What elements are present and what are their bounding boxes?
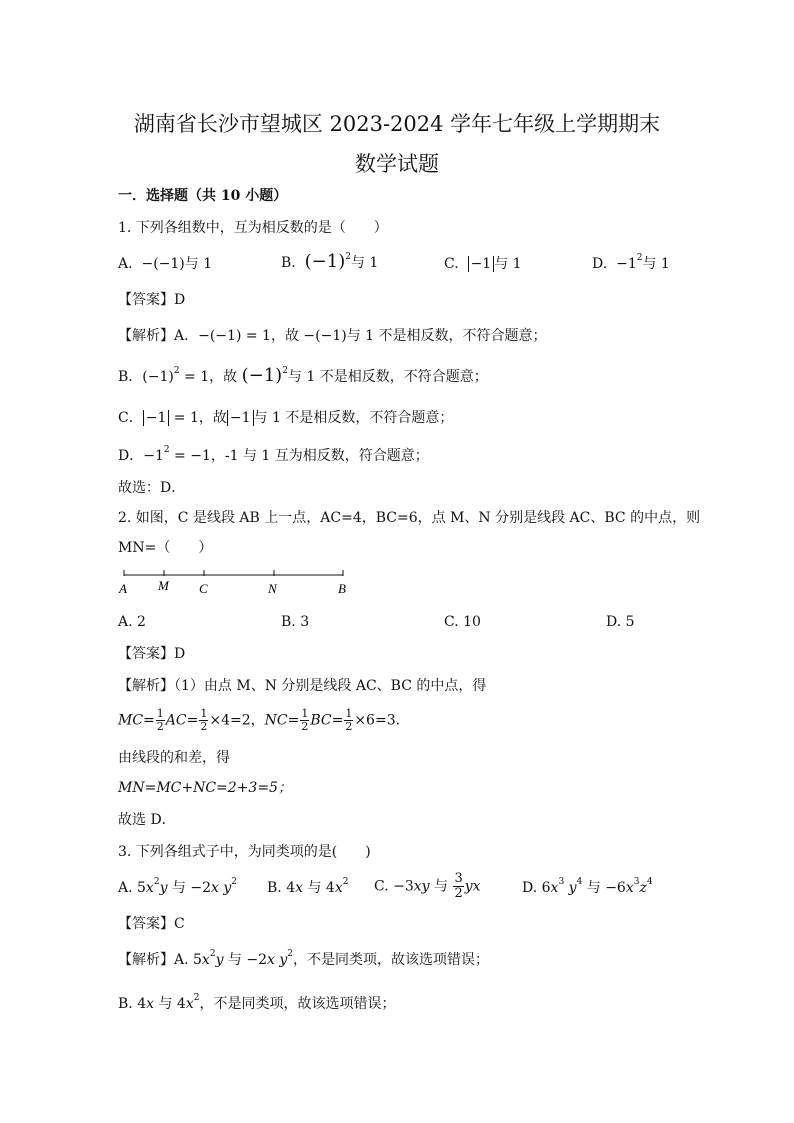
q2-explanation-line1: 【解析】（1）由点 M、N 分别是线段 AC、BC 的中点，得	[118, 678, 487, 694]
q3-stem: 3. 下列各组式子中，为同类项的是( )	[118, 844, 371, 860]
q2-stem-line1: 2. 如图，C 是线段 AB 上一点，AC=4，BC=6，点 M、N 分别是线段 AC、BC 的中点，则	[118, 510, 701, 526]
q3-option-d: D. $6x^3$ $y^4$ 与 $-6x^3z^4$	[522, 877, 653, 896]
point-label-n: N	[268, 581, 277, 596]
q2-option-a: A. 2	[118, 614, 146, 630]
q2-option-d: D. 5	[606, 614, 635, 630]
q2-conclusion: 故选 D．	[118, 812, 176, 828]
point-label-c: C	[199, 581, 208, 596]
q1-analysis-label: 【解析】	[118, 328, 174, 344]
q3-explanation-a: 【解析】A. $5x^2y$ 与 −2x $y^2$，不是同类项，故该选项错误；	[118, 949, 490, 968]
section-heading: 一．选择题（共 10 小题）	[118, 188, 288, 204]
q1-answer: 【答案】D	[118, 292, 186, 308]
q2-option-c: C. 10	[444, 614, 481, 630]
q1-option-d: D. $-1^2$与 1	[592, 253, 670, 272]
q1-option-c-label: C.	[444, 256, 459, 272]
q1-explanation-d: D．$-1^2 = -1$，-1 与 1 互为相反数，符合题意；	[118, 445, 429, 464]
q1-conclusion: 故选：D．	[118, 480, 186, 496]
line-segment-figure	[116, 566, 356, 600]
q3-answer: 【答案】C	[118, 916, 185, 932]
q1-option-a-label: A.	[118, 256, 133, 272]
q3-option-a: A. $5x^2y$ 与 −2x $y^2$	[118, 877, 238, 896]
q2-explanation-line3: 由线段的和差，得	[118, 750, 230, 766]
point-label-b: B	[338, 581, 346, 596]
q1-option-d-label: D.	[592, 256, 608, 272]
q2-stem-line2: MN=（ ）	[118, 540, 213, 556]
q1-option-c: C. −1 与 1	[444, 256, 522, 272]
q2-option-b: B. 3	[281, 614, 310, 630]
q2-explanation-line2: MC= $\frac{1}{2}$ AC= $\frac{1}{2}$ ×4=2，NC= $\frac{1}{2}$ BC= $\frac{1}{2}$ ×6=3．	[118, 707, 410, 733]
q3-option-b: B. 4x 与 $4x^2$	[267, 877, 349, 896]
q3-explanation-b: B. 4x 与 $4x^2$，不是同类项，故该选项错误；	[118, 993, 396, 1012]
q1-stem: 1. 下列各组数中，互为相反数的是（ ）	[118, 220, 388, 236]
doc-title-line2: 数学试题	[355, 152, 439, 176]
q1-option-b-label: B.	[281, 255, 296, 271]
q1-option-a: A. −(−1)与 1	[118, 256, 213, 272]
q1-explanation-a: 【解析】A．−(−1) = 1，故 −(−1)与 1 不是相反数，不符合题意；	[118, 328, 547, 344]
q1-explanation-c: C． −1 = 1，故 −1 与 1 不是相反数，不符合题意；	[118, 410, 454, 426]
point-label-m: M	[158, 578, 169, 593]
q1-option-b: B. $(-1)^2$与 1	[281, 251, 379, 272]
q3-option-c: C. −3xy 与 $\frac{3}{2}$ yx	[374, 871, 481, 901]
doc-title-line1: 湖南省长沙市望城区 2023-2024 学年七年级上学期期末	[133, 112, 661, 136]
q1-explanation-b: B．$(-1)^2 = 1$，故 $(-1)^2$与 1 不是相反数，不符合题意；	[118, 365, 488, 386]
q2-answer: 【答案】D	[118, 646, 186, 662]
q2-explanation-line4: MN=MC+NC=2+3=5；	[118, 780, 292, 796]
point-label-a: A	[119, 581, 127, 596]
